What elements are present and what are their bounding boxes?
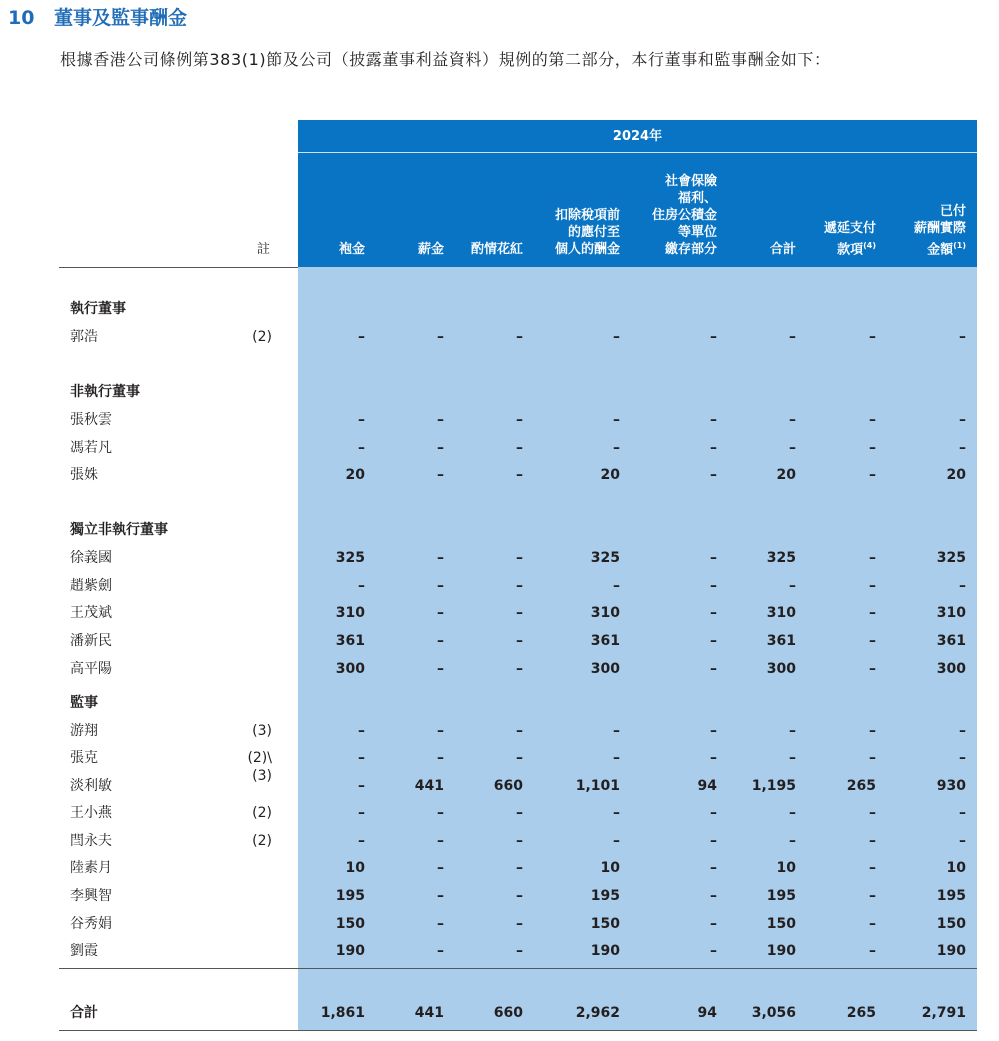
table-cell: – [789, 805, 796, 821]
column-header-line: 款項 [837, 242, 864, 257]
row-name: 高平陽 [70, 661, 112, 677]
table-cell: 3,056 [751, 1005, 796, 1021]
table-cell: – [516, 412, 523, 428]
table-cell: – [869, 440, 876, 456]
table-cell: – [959, 833, 966, 849]
column-header [418, 241, 444, 258]
column-header-line: 繳存部分 [664, 242, 717, 257]
section-label: 執行董事 [70, 301, 126, 317]
table-cell: 300 [936, 661, 966, 677]
table-cell: – [516, 860, 523, 876]
table-cell: 10 [946, 860, 966, 876]
table-cell: 94 [697, 1005, 717, 1021]
total-rule-top [59, 968, 977, 969]
table-cell: 325 [766, 550, 796, 566]
table-cell: – [613, 440, 620, 456]
column-header-line: 遞延支付 [823, 220, 876, 236]
column-header-line: 住房公積金 [651, 208, 717, 223]
table-cell: – [789, 440, 796, 456]
row-name: 李興智 [70, 888, 112, 904]
column-header [339, 241, 365, 258]
table-cell: – [959, 578, 966, 594]
table-cell: – [437, 329, 444, 345]
total-label: 合計 [70, 1005, 98, 1021]
section-heading [8, 3, 187, 30]
header-divider [298, 152, 977, 153]
table-cell: – [437, 578, 444, 594]
table-cell: 10 [600, 860, 620, 876]
row-name: 淡利敏 [70, 778, 112, 794]
table-cell: – [516, 605, 523, 621]
table-cell: – [358, 805, 365, 821]
table-cell: – [516, 467, 523, 483]
table-cell: – [710, 329, 717, 345]
section-label: 獨立非執行董事 [70, 522, 168, 538]
table-cell: 310 [936, 605, 966, 621]
table-cell: – [516, 661, 523, 677]
column-header-line: 薪金 [417, 242, 444, 257]
table-cell: – [959, 805, 966, 821]
table-cell: – [869, 412, 876, 428]
table-cell: 930 [936, 778, 966, 794]
table-cell: 2,791 [921, 1005, 966, 1021]
table-cell: 361 [335, 633, 365, 649]
table-cell: 1,101 [575, 778, 620, 794]
table-cell: – [437, 550, 444, 566]
table-cell: 300 [766, 661, 796, 677]
table-cell: – [516, 578, 523, 594]
table-cell: – [869, 833, 876, 849]
table-cell: 195 [766, 888, 796, 904]
table-cell: – [710, 805, 717, 821]
column-header [770, 241, 796, 258]
table-cell: – [959, 329, 966, 345]
row-name: 徐義國 [70, 550, 112, 566]
table-cell: – [869, 661, 876, 677]
table-cell: 325 [936, 550, 966, 566]
note-column-header: 註 [256, 242, 270, 257]
table-cell: – [516, 833, 523, 849]
table-cell: – [710, 633, 717, 649]
table-cell: – [959, 723, 966, 739]
column-header-line: 薪酬實際 [913, 220, 966, 236]
table-cell: – [516, 329, 523, 345]
row-name: 郭浩 [70, 329, 98, 345]
table-cell: 190 [335, 943, 365, 959]
table-cell: – [437, 467, 444, 483]
table-cell: – [437, 833, 444, 849]
table-cell: 325 [335, 550, 365, 566]
table-cell: – [710, 888, 717, 904]
table-cell: – [358, 412, 365, 428]
table-cell: 195 [590, 888, 620, 904]
table-cell: 361 [766, 633, 796, 649]
table-cell: – [516, 805, 523, 821]
table-cell: – [613, 412, 620, 428]
table-cell: 20 [600, 467, 620, 483]
table-cell: – [959, 412, 966, 428]
table-cell: 150 [590, 916, 620, 932]
table-cell: – [710, 860, 717, 876]
table-cell: – [437, 440, 444, 456]
table-cell: – [869, 578, 876, 594]
column-header-line: 已付 [939, 203, 966, 219]
table-cell: – [516, 440, 523, 456]
section-label: 監事 [70, 695, 98, 711]
table-cell: – [516, 550, 523, 566]
table-cell: – [710, 661, 717, 677]
column-header [471, 241, 523, 258]
section-number: 10 [8, 7, 35, 29]
table-cell: – [437, 661, 444, 677]
table-cell: – [869, 860, 876, 876]
table-cell: – [710, 578, 717, 594]
row-name: 馮若凡 [70, 440, 112, 456]
table-cell: – [437, 633, 444, 649]
column-header-footnote: (1) [953, 240, 966, 250]
table-cell: 10 [776, 860, 796, 876]
table-cell: – [869, 550, 876, 566]
table-cell: 150 [936, 916, 966, 932]
table-cell: – [959, 440, 966, 456]
table-cell: – [789, 833, 796, 849]
column-header-line: 社會保險 [664, 174, 717, 189]
column-header-line: 扣除稅項前 [554, 208, 620, 223]
table-cell: 1,861 [320, 1005, 365, 1021]
row-name: 潘新民 [70, 633, 112, 649]
column-header-line: 的應付至 [567, 225, 620, 240]
table-cell: – [869, 633, 876, 649]
row-name: 張秋雲 [70, 412, 112, 428]
table-cell: – [869, 750, 876, 766]
column-header-line: 酌情花紅 [470, 242, 523, 257]
row-name: 趙紫劍 [70, 578, 112, 594]
table-cell: 20 [946, 467, 966, 483]
column-header-line: 等單位 [677, 225, 717, 240]
column-header-line: 合計 [769, 242, 796, 257]
table-cell: – [869, 916, 876, 932]
table-cell: 441 [414, 778, 444, 794]
table-cell: 150 [335, 916, 365, 932]
table-cell: – [613, 723, 620, 739]
table-cell: – [710, 550, 717, 566]
section-title: 董事及監事酬金 [54, 7, 188, 29]
table-cell: – [358, 440, 365, 456]
table-cell: – [710, 605, 717, 621]
column-header-line: 個人的酬金 [554, 242, 620, 257]
row-note: (2) [252, 833, 272, 849]
row-note: (2)\(3) [247, 750, 272, 784]
table-cell: – [710, 916, 717, 932]
row-name: 張克 [70, 750, 98, 766]
row-note: (2) [252, 805, 272, 821]
table-cell: – [710, 467, 717, 483]
table-cell: – [358, 833, 365, 849]
table-cell: – [789, 329, 796, 345]
column-header-line: 金額 [927, 242, 954, 257]
row-name: 陸素月 [70, 860, 112, 876]
table-cell: 190 [936, 943, 966, 959]
table-cell: – [516, 916, 523, 932]
table-cell: 195 [335, 888, 365, 904]
table-cell: – [437, 888, 444, 904]
table-cell: – [516, 750, 523, 766]
table-cell: – [710, 440, 717, 456]
row-name: 劉霞 [70, 943, 98, 959]
table-cell: – [516, 943, 523, 959]
row-name: 王小燕 [70, 805, 112, 821]
table-cell: – [869, 943, 876, 959]
table-cell: – [437, 916, 444, 932]
total-rule-bottom [59, 1030, 977, 1031]
table-cell: – [869, 805, 876, 821]
table-cell: – [437, 723, 444, 739]
table-cell: 660 [493, 778, 523, 794]
table-cell: – [869, 329, 876, 345]
table-cell: – [869, 467, 876, 483]
table-cell: – [613, 578, 620, 594]
table-cell: – [710, 412, 717, 428]
table-cell: – [959, 750, 966, 766]
table-cell: – [437, 805, 444, 821]
row-note: (2) [252, 329, 272, 345]
table-cell: – [516, 633, 523, 649]
row-name: 谷秀娟 [70, 916, 112, 932]
table-cell: – [613, 329, 620, 345]
row-name: 王茂斌 [70, 605, 112, 621]
table-cell: 441 [414, 1005, 444, 1021]
table-cell: – [516, 888, 523, 904]
table-cell: – [358, 329, 365, 345]
table-cell: 310 [766, 605, 796, 621]
table-cell: 20 [345, 467, 365, 483]
year-header: 2024年 [612, 129, 663, 144]
table-cell: – [358, 778, 365, 794]
table-cell: 265 [846, 778, 876, 794]
table-cell: 94 [697, 778, 717, 794]
table-cell: – [789, 578, 796, 594]
intro-paragraph: 根據香港公司條例第383(1)節及公司（披露董事利益資料）規例的第二部分，本行董事和監事酬金如下： [60, 50, 831, 69]
table-cell: 150 [766, 916, 796, 932]
table-cell: – [613, 833, 620, 849]
header-rule [59, 267, 298, 268]
row-name: 游翔 [70, 723, 98, 739]
table-cell: – [789, 750, 796, 766]
table-cell: – [437, 943, 444, 959]
table-cell: 190 [766, 943, 796, 959]
table-cell: 10 [345, 860, 365, 876]
column-header [914, 203, 966, 258]
table-cell: – [358, 750, 365, 766]
table-cell: 20 [776, 467, 796, 483]
table-cell: – [358, 578, 365, 594]
table-cell: – [710, 723, 717, 739]
table-cell: – [437, 412, 444, 428]
table-cell: 1,195 [751, 778, 796, 794]
table-cell: 265 [846, 1005, 876, 1021]
row-name: 閆永夫 [70, 833, 112, 849]
table-cell: – [869, 605, 876, 621]
table-cell: – [516, 723, 523, 739]
column-header-line: 福利、 [677, 191, 717, 206]
table-cell: 300 [590, 661, 620, 677]
table-cell: 310 [335, 605, 365, 621]
table-cell: 660 [493, 1005, 523, 1021]
row-note: (3) [252, 723, 272, 739]
row-name: 張姝 [70, 467, 98, 483]
table-cell: – [789, 412, 796, 428]
table-cell: – [869, 723, 876, 739]
table-cell: – [710, 943, 717, 959]
column-header [555, 207, 620, 258]
table-cell: – [437, 605, 444, 621]
table-cell: 361 [936, 633, 966, 649]
table-cell: 300 [335, 661, 365, 677]
column-header [652, 173, 717, 258]
table-cell: – [710, 750, 717, 766]
table-cell: – [358, 723, 365, 739]
table-cell: – [613, 805, 620, 821]
column-header [824, 220, 876, 258]
column-header-footnote: (4) [863, 240, 876, 250]
table-cell: 195 [936, 888, 966, 904]
table-cell: – [613, 750, 620, 766]
table-cell: – [437, 860, 444, 876]
table-header-band [298, 120, 977, 267]
table-cell: – [869, 888, 876, 904]
section-label: 非執行董事 [70, 384, 140, 400]
column-header-line: 袍金 [338, 242, 365, 257]
table-cell: – [789, 723, 796, 739]
table-cell: 310 [590, 605, 620, 621]
table-cell: 2,962 [575, 1005, 620, 1021]
table-cell: – [437, 750, 444, 766]
table-cell: – [710, 833, 717, 849]
table-cell: 325 [590, 550, 620, 566]
table-cell: 361 [590, 633, 620, 649]
table-cell: 190 [590, 943, 620, 959]
